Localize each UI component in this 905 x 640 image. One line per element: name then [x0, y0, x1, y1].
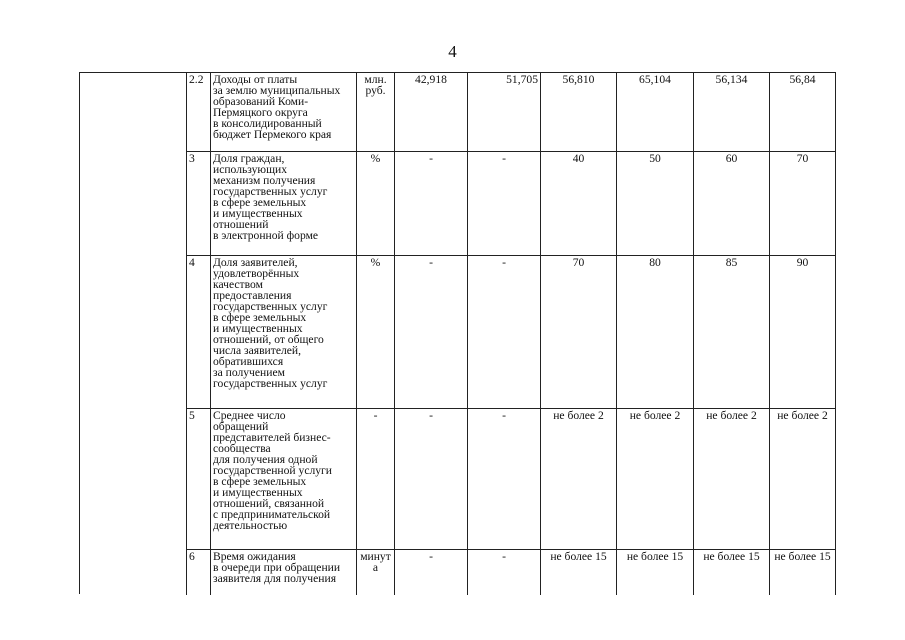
- value-cell: 90: [770, 256, 836, 409]
- left-margin-top-rule: [79, 72, 186, 73]
- table-row: [187, 256, 836, 409]
- unit: %: [357, 152, 395, 256]
- page-number: 4: [448, 42, 457, 61]
- value-cell: не более 2: [541, 409, 617, 550]
- value-cell: -: [468, 256, 541, 409]
- row-number: 2.2: [187, 73, 211, 152]
- unit: млн. руб.: [357, 73, 395, 152]
- value-cell: не более 15: [541, 550, 617, 595]
- indicator-name: Доходы от платы за землю муниципальных образований Коми- Пермяцкого округа в консолидированный бюджет Пермекого края: [211, 73, 357, 152]
- indicator-name: Время ожидания в очереди при обращении заявителя для получения: [211, 550, 357, 595]
- value-cell: 56,134: [694, 73, 770, 152]
- value-cell: не более 2: [770, 409, 836, 550]
- value-cell: 60: [694, 152, 770, 256]
- row-number: 4: [187, 256, 211, 409]
- value-cell: -: [395, 550, 468, 595]
- value-cell: 70: [541, 256, 617, 409]
- value-cell: 80: [617, 256, 694, 409]
- row-number: 5: [187, 409, 211, 550]
- left-margin-rule: [79, 72, 80, 594]
- value-cell: 56,810: [541, 73, 617, 152]
- value-cell: -: [468, 409, 541, 550]
- value-cell: 56,84: [770, 73, 836, 152]
- indicator-name: Доля граждан, использующих механизм получения государственных услуг в сфере земельных и имущественных отношений в электронной форме: [211, 152, 357, 256]
- unit: минут а: [357, 550, 395, 595]
- unit: %: [357, 256, 395, 409]
- indicator-name: Среднее число обращений представителей бизнес- сообщества для получения одной государственной услуги в сфере земельных и имущественных отношений, связанной с предпринимательской деятельностью: [211, 409, 357, 550]
- value-cell: -: [395, 152, 468, 256]
- indicator-name: Доля заявителей, удовлетворённых качеством предоставления государственных услуг в сфере земельных и имущественных отношений, от общего числа заявителей, обратившихся за получением государственных услуг: [211, 256, 357, 409]
- value-cell: 70: [770, 152, 836, 256]
- value-cell: не более 2: [694, 409, 770, 550]
- table-row: [187, 409, 836, 550]
- row-number: 6: [187, 550, 211, 595]
- value-cell: не более 2: [617, 409, 694, 550]
- value-cell: 65,104: [617, 73, 694, 152]
- value-cell: не более 15: [694, 550, 770, 595]
- table-row: [187, 550, 836, 595]
- table-row: [187, 152, 836, 256]
- value-cell: не более 15: [770, 550, 836, 595]
- value-cell: 42,918: [395, 73, 468, 152]
- value-cell: 51,705: [468, 73, 541, 152]
- value-cell: -: [395, 256, 468, 409]
- unit: -: [357, 409, 395, 550]
- value-cell: -: [468, 550, 541, 595]
- value-cell: 85: [694, 256, 770, 409]
- table-row: [187, 73, 836, 152]
- row-number: 3: [187, 152, 211, 256]
- value-cell: -: [395, 409, 468, 550]
- value-cell: не более 15: [617, 550, 694, 595]
- value-cell: -: [468, 152, 541, 256]
- value-cell: 50: [617, 152, 694, 256]
- indicators-table: [186, 72, 836, 595]
- value-cell: 40: [541, 152, 617, 256]
